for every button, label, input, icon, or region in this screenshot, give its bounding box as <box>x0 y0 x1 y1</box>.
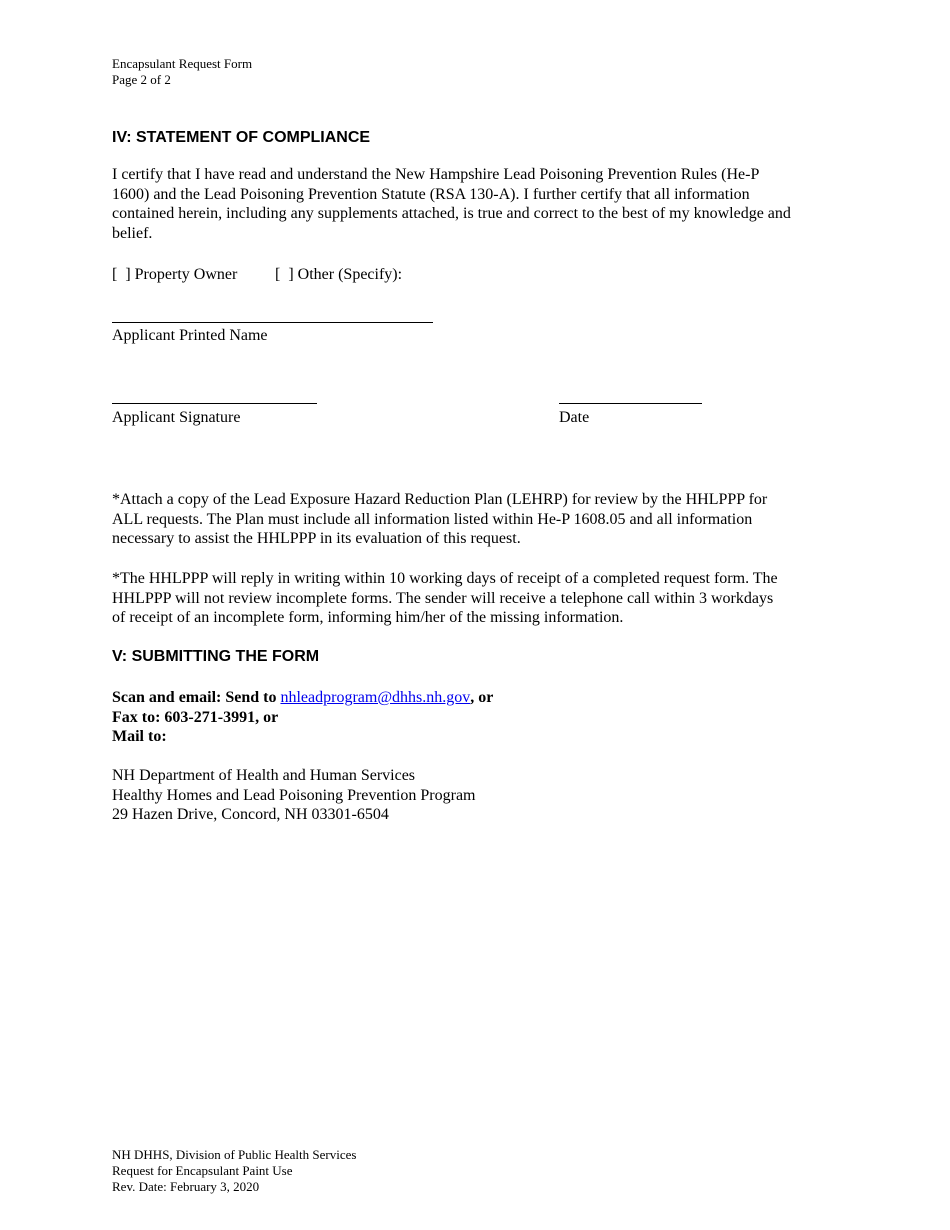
note-line: of receipt of an incomplete form, informing him/her of the missing information. <box>112 609 624 627</box>
note-line: HHLPPP will not review incomplete forms. The sender will receive a telephone call within 3 workdays <box>112 589 774 607</box>
note-line: *Attach a copy of the Lead Exposure Hazard Reduction Plan (LEHRP) for review by the HHLPPP for <box>112 491 768 508</box>
note-line: *The HHLPPP will reply in writing within 10 working days of receipt of a completed request form. The <box>112 570 778 587</box>
submission-methods <box>112 688 493 747</box>
compliance-paragraph <box>112 165 872 243</box>
note-line: ALL requests. The Plan must include all information listed within He-P 1608.05 and all information <box>112 510 753 528</box>
page-header <box>112 56 252 88</box>
section-v-heading: V: SUBMITTING THE FORM <box>112 648 320 665</box>
paragraph-line: belief. <box>112 224 153 242</box>
scan-email-line <box>112 688 493 708</box>
address-line: Healthy Homes and Lead Poisoning Prevention Program <box>112 786 476 804</box>
signature-label: Applicant Signature <box>112 409 241 426</box>
printed-name-label: Applicant Printed Name <box>112 327 268 344</box>
printed-name-line[interactable] <box>112 322 433 323</box>
form-title: Encapsulant Request Form <box>112 56 253 71</box>
scan-prefix: Scan and email: Send to <box>112 689 281 706</box>
fax-line: Fax to: 603-271-3991, or <box>112 708 279 726</box>
reply-note <box>112 569 872 628</box>
paragraph-line: I certify that I have read and understand the New Hampshire Lead Poisoning Prevention Rules (He-P <box>112 166 760 183</box>
mail-line: Mail to: <box>112 728 167 746</box>
date-line[interactable] <box>559 403 702 404</box>
signature-line[interactable] <box>112 403 317 404</box>
other-specify-checkbox[interactable]: [ ] Other (Specify): <box>275 266 403 283</box>
page-number: Page 2 of 2 <box>112 72 171 87</box>
section-iv-heading: IV: STATEMENT OF COMPLIANCE <box>112 129 371 146</box>
email-link[interactable]: nhleadprogram@dhhs.nh.gov <box>280 689 471 706</box>
page-footer <box>112 1147 356 1195</box>
property-owner-checkbox[interactable]: [ ] Property Owner <box>112 266 238 283</box>
date-label: Date <box>559 409 590 426</box>
address-line: NH Department of Health and Human Services <box>112 767 416 784</box>
address-line: 29 Hazen Drive, Concord, NH 03301-6504 <box>112 806 389 824</box>
paragraph-line: 1600) and the Lead Poisoning Prevention Statute (RSA 130-A). I further certify that all information <box>112 185 750 203</box>
attach-note <box>112 490 872 549</box>
footer-line: Request for Encapsulant Paint Use <box>112 1163 293 1178</box>
mailing-address <box>112 766 476 825</box>
paragraph-line: contained herein, including any supplements attached, is true and correct to the best of my knowledge and <box>112 205 791 223</box>
note-line: necessary to assist the HHLPPP in its evaluation of this request. <box>112 530 521 548</box>
footer-line: Rev. Date: February 3, 2020 <box>112 1179 260 1194</box>
footer-line: NH DHHS, Division of Public Health Services <box>112 1147 357 1162</box>
scan-suffix: , or <box>470 689 494 706</box>
